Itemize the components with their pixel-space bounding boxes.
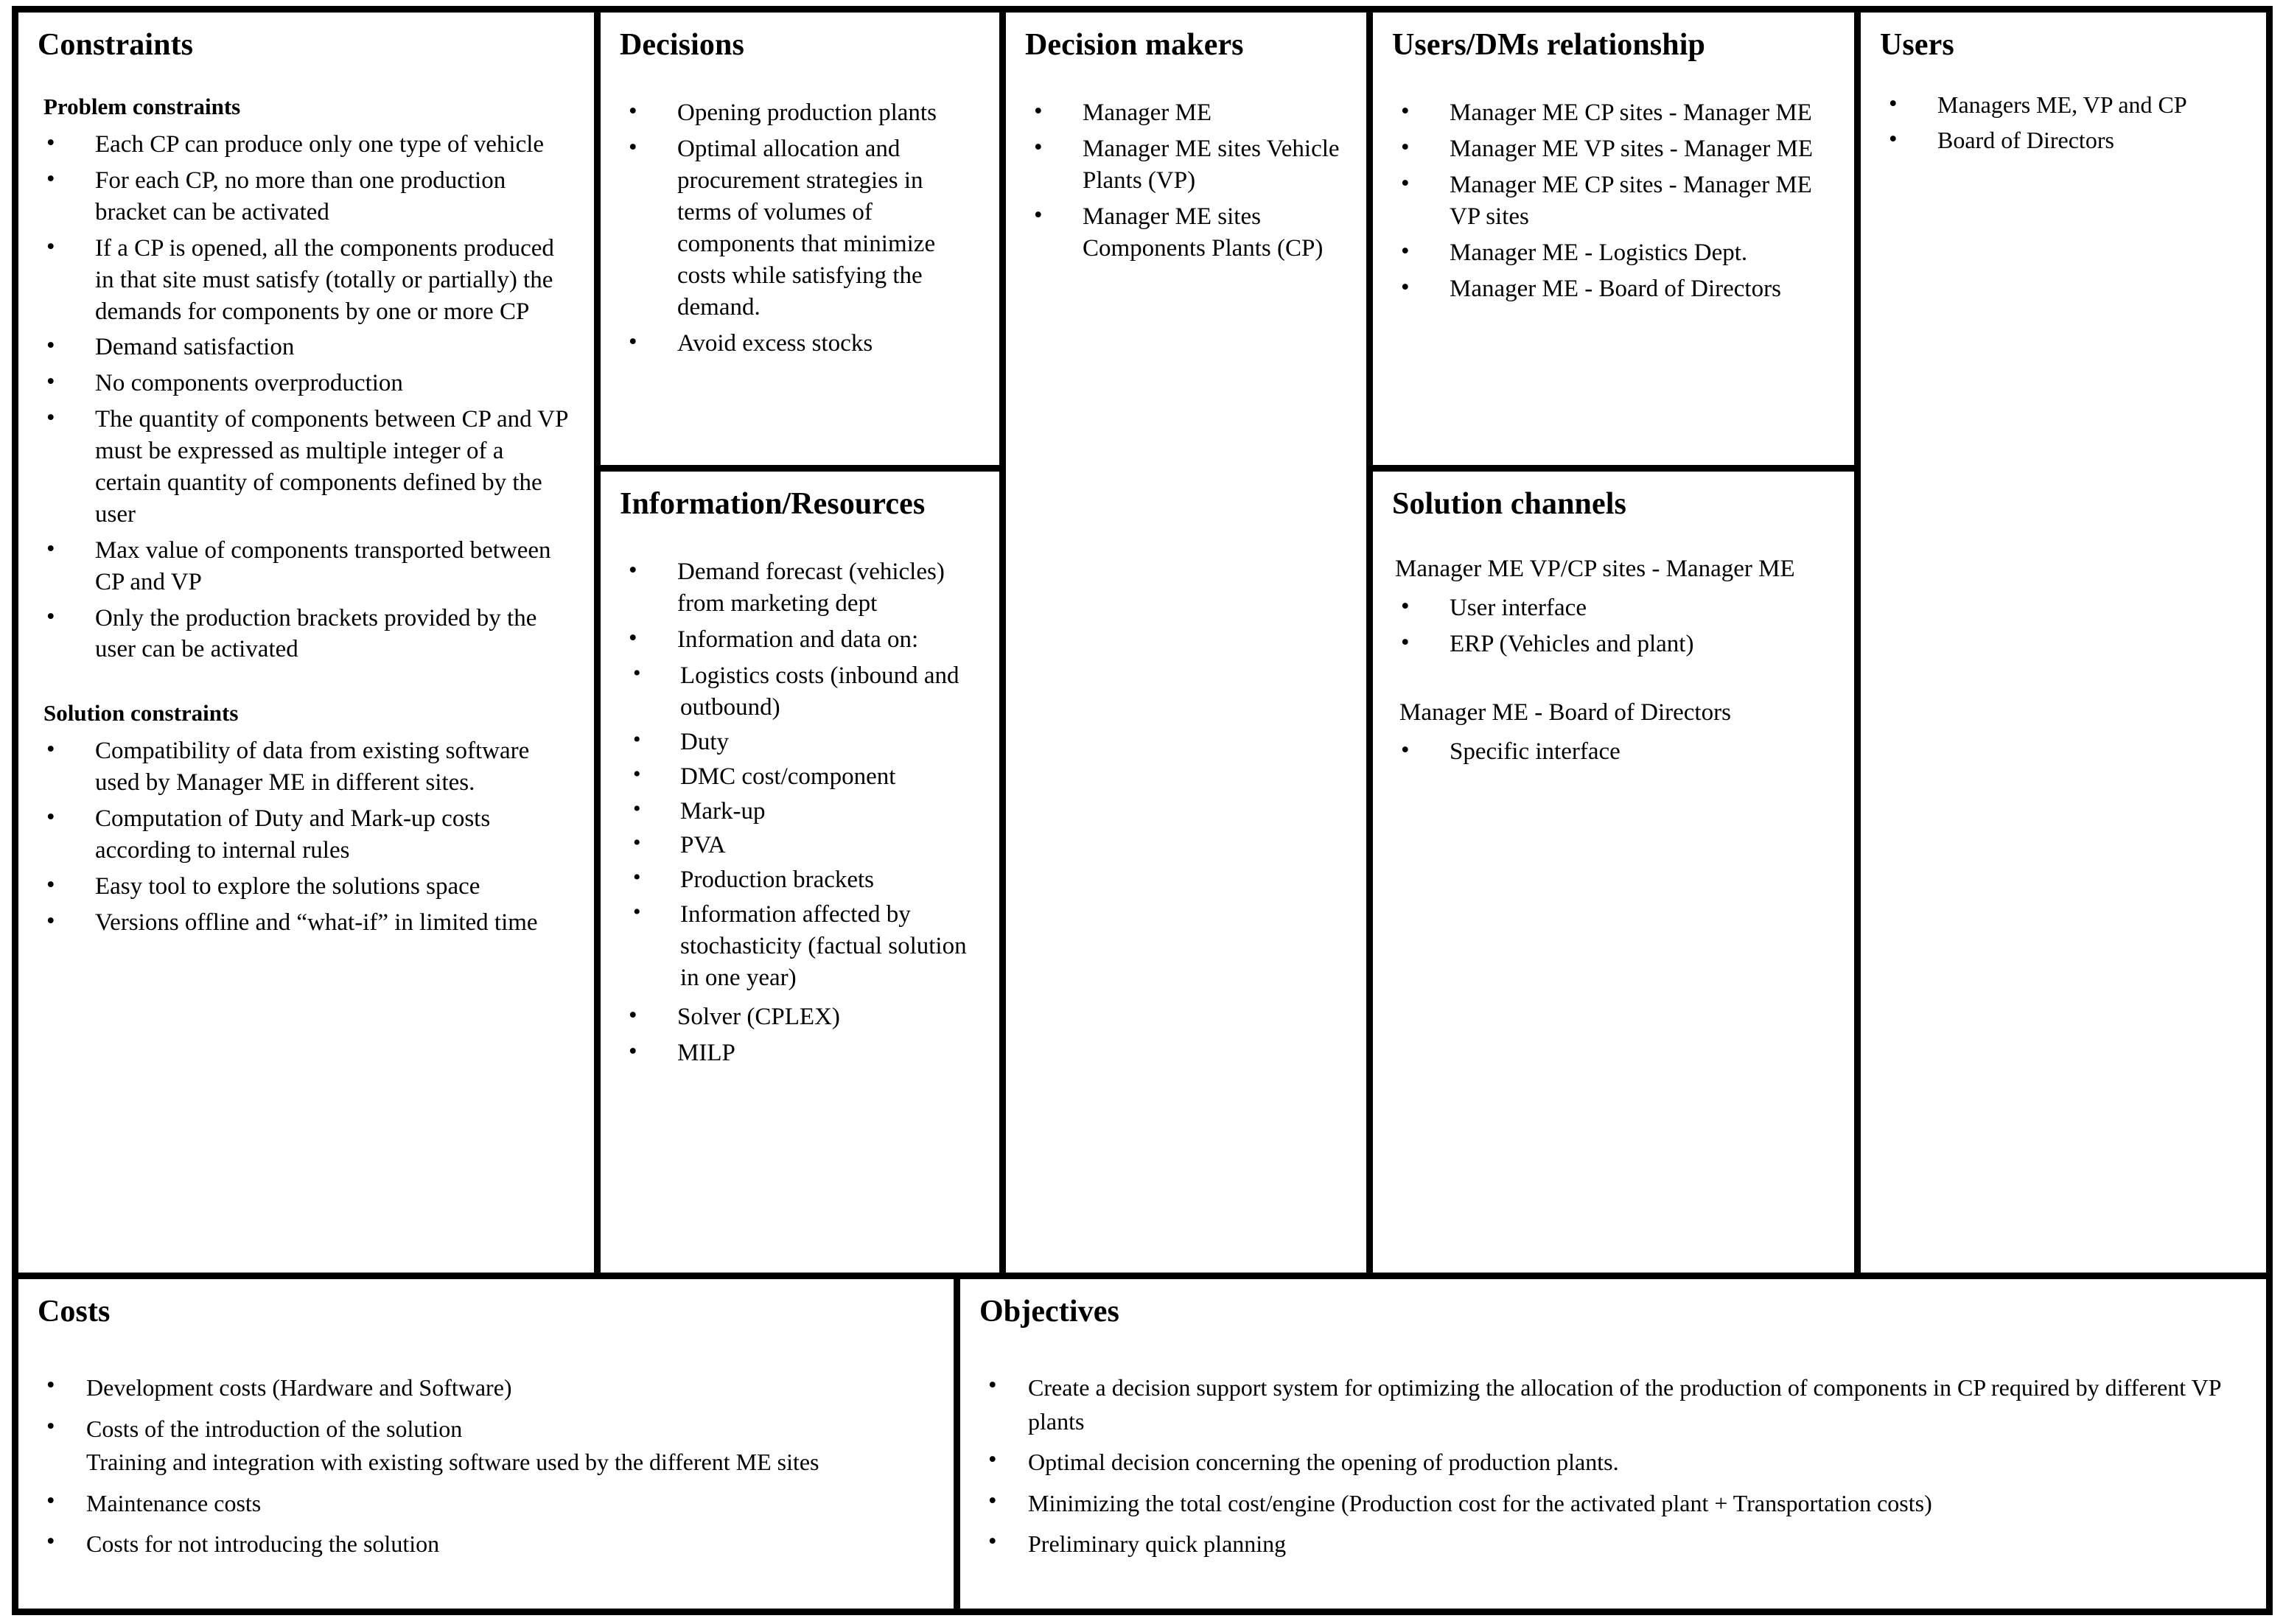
- list-item: • Versions offline and “what-if” in limited time: [38, 907, 575, 939]
- list-item: • For each CP, no more than one production bracket can be activated: [38, 165, 575, 228]
- list-item: • Compatibility of data from existing software used by Manager ME in different sites.: [38, 735, 575, 799]
- list-item: • Manager ME: [1025, 97, 1347, 129]
- list-item: • Manager ME sites Vehicle Plants (VP): [1025, 133, 1347, 197]
- list-item: • Production brackets: [620, 864, 980, 896]
- panel-decisions: [601, 13, 1006, 472]
- panel-title-users: Users: [1880, 28, 1954, 62]
- list-item: • The quantity of components between CP and VP must be expressed as multiple integer of a certain quantity of components defined by the user: [38, 404, 575, 531]
- list-item: • Duty: [620, 727, 980, 758]
- list-item: • Board of Directors: [1880, 125, 2247, 156]
- list-item: • Information and data on:: [620, 624, 980, 656]
- list-item: • DMC cost/component: [620, 761, 980, 793]
- list-item: [38, 1413, 934, 1480]
- list-item: • Optimal allocation and procurement strategies in terms of volumes of components that minimize costs while satisfying the demand.: [620, 133, 980, 323]
- costs-training-note: Training and integration with existing software used by the different ME sites: [86, 1449, 819, 1476]
- objectives-list: [979, 1371, 2247, 1561]
- list-item: • Manager ME - Logistics Dept.: [1392, 237, 1835, 269]
- list-item: • Opening production plants: [620, 97, 980, 129]
- list-item: • Computation of Duty and Mark-up costs according to internal rules: [38, 803, 575, 867]
- list-item: • Maintenance costs: [38, 1487, 934, 1520]
- constraints-problem-list: [38, 129, 575, 665]
- list-item: • No components overproduction: [38, 368, 575, 399]
- list-item: • ERP (Vehicles and plant): [1392, 629, 1835, 660]
- panel-solution-channels: [1373, 472, 1861, 1273]
- panel-title-information-resources: Information/Resources: [620, 487, 926, 521]
- constraints-solution-list: [38, 735, 575, 938]
- list-item: • Costs for not introducing the solution: [38, 1527, 934, 1561]
- list-item: • Information affected by stochasticity (factual solution in one year): [620, 899, 980, 994]
- users-dms-relationship-list: [1392, 97, 1835, 304]
- panel-title-decisions: Decisions: [620, 28, 744, 62]
- list-item: • Manager ME - Board of Directors: [1392, 273, 1835, 305]
- panel-constraints: [18, 13, 601, 1273]
- list-item: • Solver (CPLEX): [620, 1001, 980, 1033]
- solution-channels-group-one-label: Manager ME VP/CP sites - Manager ME: [1395, 556, 1795, 583]
- list-item: • Minimizing the total cost/engine (Production cost for the activated plant + Transportation costs): [979, 1487, 2247, 1520]
- list-item: • Max value of components transported between CP and VP: [38, 535, 575, 598]
- list-item: • Mark-up: [620, 796, 980, 827]
- panel-title-objectives: Objectives: [979, 1295, 1119, 1329]
- spacer: [1392, 521, 1835, 553]
- solution-channels-group-one-list: [1392, 592, 1835, 660]
- decisions-list: [620, 97, 980, 359]
- panel-costs: [18, 1273, 960, 1610]
- panel-title-decision-makers: Decision makers: [1025, 28, 1244, 62]
- solution-channels-group-two-list: [1392, 736, 1835, 768]
- list-item: • If a CP is opened, all the components produced in that site must satisfy (totally or partially) the demands for components by one or more CP: [38, 233, 575, 328]
- panel-users: [1861, 13, 2266, 1273]
- information-resources-tail-list: [620, 1001, 980, 1069]
- list-item: • MILP: [620, 1037, 980, 1069]
- list-item: • Preliminary quick planning: [979, 1527, 2247, 1561]
- list-item: • Manager ME CP sites - Manager ME VP sites: [1392, 169, 1835, 233]
- list-item: • PVA: [620, 830, 980, 861]
- constraints-solution-heading: Solution constraints: [43, 700, 239, 727]
- solution-channels-group-two-label: Manager ME - Board of Directors: [1399, 699, 1731, 727]
- information-resources-sublist: [620, 660, 980, 994]
- panel-objectives: [960, 1273, 2266, 1610]
- list-item: • Avoid excess stocks: [620, 328, 980, 360]
- list-item: • Specific interface: [1392, 736, 1835, 768]
- panel-users-dms-relationship: [1373, 13, 1861, 472]
- panel-title-solution-channels: Solution channels: [1392, 487, 1626, 521]
- list-item: • Demand forecast (vehicles) from marketing dept: [620, 556, 980, 620]
- list-item: • Development costs (Hardware and Software): [38, 1371, 934, 1404]
- users-list: [1880, 90, 2247, 155]
- spacer: [1392, 665, 1835, 697]
- decision-makers-list: [1025, 97, 1347, 264]
- list-item: • Logistics costs (inbound and outbound): [620, 660, 980, 724]
- panel-title-constraints: Constraints: [38, 28, 194, 62]
- list-item: • Manager ME VP sites - Manager ME: [1392, 133, 1835, 165]
- list-item: • Managers ME, VP and CP: [1880, 90, 2247, 121]
- list-item: • Manager ME CP sites - Manager ME: [1392, 97, 1835, 129]
- list-item: • Create a decision support system for optimizing the allocation of the production of components in CP required by different VP plants: [979, 1371, 2247, 1438]
- costs-item-label: Costs of the introduction of the solution: [86, 1415, 463, 1442]
- list-item: • Demand satisfaction: [38, 332, 575, 363]
- list-item: • Optimal decision concerning the opening of production plants.: [979, 1446, 2247, 1479]
- list-item: • Manager ME sites Components Plants (CP): [1025, 201, 1347, 265]
- panel-decision-makers: [1006, 13, 1373, 1273]
- costs-list: [38, 1371, 934, 1561]
- panel-information-resources: [601, 472, 1006, 1273]
- information-resources-list: [620, 556, 980, 656]
- list-item: • Easy tool to explore the solutions space: [38, 871, 575, 903]
- list-item: • User interface: [1392, 592, 1835, 624]
- constraints-problem-heading: Problem constraints: [43, 94, 241, 120]
- list-item: • Only the production brackets provided by the user can be activated: [38, 603, 575, 666]
- list-item: • Each CP can produce only one type of vehicle: [38, 129, 575, 161]
- panel-title-costs: Costs: [38, 1295, 111, 1329]
- panel-title-users-dms-relationship: Users/DMs relationship: [1392, 28, 1705, 62]
